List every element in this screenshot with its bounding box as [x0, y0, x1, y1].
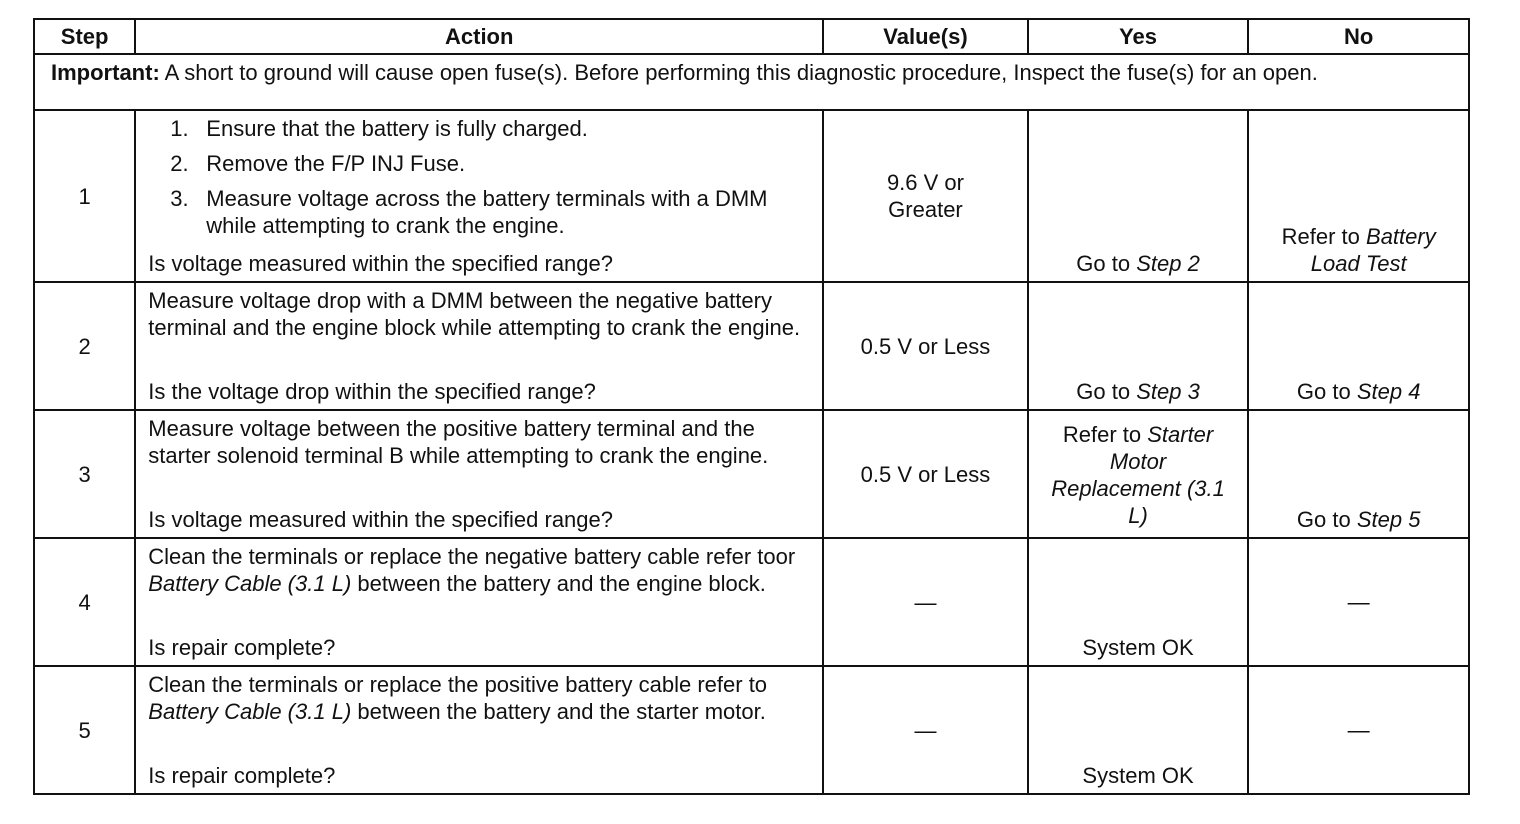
table-row — [34, 282, 1469, 410]
table-row — [34, 110, 1469, 282]
question-text: Is repair complete? — [148, 763, 336, 788]
table-row — [34, 538, 1469, 666]
no-cell — [1248, 410, 1469, 538]
action-text: Measure voltage between the positive battery terminal and the starter solenoid terminal B while attempting to crank the engine. — [148, 416, 769, 468]
yes-cell — [1028, 282, 1249, 410]
question-text: Is the voltage drop within the specified range? — [148, 379, 596, 404]
yes-result — [1029, 250, 1248, 277]
step-number: 2 — [34, 282, 135, 410]
value-text: 0.5 V or Less — [823, 282, 1028, 410]
no-cell — [1248, 282, 1469, 410]
diagnostic-table — [33, 18, 1470, 795]
action-link[interactable]: Battery Cable (3.1 L) — [148, 699, 352, 724]
important-note — [34, 54, 1469, 110]
table-row — [34, 410, 1469, 538]
question-text: Is voltage measured within the specified range? — [148, 507, 613, 532]
yes-link[interactable]: Step 2 — [1136, 251, 1200, 276]
step-number: 4 — [34, 538, 135, 666]
action-text: Measure voltage drop with a DMM between the negative battery terminal and the engine block while attempting to crank the engine. — [148, 288, 801, 340]
action-cell — [135, 666, 823, 794]
yes-link[interactable]: Starter Motor Replacement (3.1 L) — [1051, 422, 1225, 528]
value-dash: — — [823, 666, 1028, 794]
action-cell — [135, 410, 823, 538]
header-step: Step — [34, 19, 135, 54]
question-text: Is repair complete? — [148, 635, 336, 660]
action-text — [148, 543, 810, 597]
list-number: 1. — [170, 116, 189, 141]
yes-prefix: Go to — [1076, 379, 1137, 404]
yes-prefix: Refer to — [1062, 422, 1148, 447]
action-text-post: between the battery and the engine block. — [351, 571, 766, 596]
action-text-pre: Clean the terminals or replace the positive battery cable refer to — [148, 672, 768, 697]
important-row — [34, 54, 1469, 110]
no-cell — [1248, 538, 1469, 666]
no-prefix: Refer to — [1281, 224, 1367, 249]
no-dash: — — [1347, 717, 1370, 743]
list-item — [148, 185, 810, 239]
yes-prefix: Go to — [1076, 251, 1137, 276]
no-result — [1249, 506, 1468, 533]
no-result — [1249, 378, 1468, 405]
header-no: No — [1248, 19, 1469, 54]
list-item — [148, 150, 810, 177]
no-cell — [1248, 666, 1469, 794]
value-text: 9.6 V or Greater — [886, 170, 964, 222]
yes-result: System OK — [1082, 635, 1194, 660]
value-dash: — — [823, 538, 1028, 666]
action-link[interactable]: Battery Cable (3.1 L) — [148, 571, 352, 596]
action-text — [148, 671, 810, 725]
yes-cell — [1028, 110, 1249, 282]
no-prefix: Go to — [1296, 379, 1357, 404]
action-text-post: between the battery and the starter motor. — [351, 699, 766, 724]
header-yes: Yes — [1028, 19, 1249, 54]
header-action: Action — [135, 19, 823, 54]
step-number: 3 — [34, 410, 135, 538]
header-values: Value(s) — [823, 19, 1028, 54]
yes-result: System OK — [1082, 763, 1194, 788]
question-text: Is voltage measured within the specified range? — [148, 251, 613, 276]
value-cell — [823, 110, 1028, 282]
no-link[interactable]: Battery Load Test — [1310, 224, 1436, 276]
step-number: 1 — [34, 110, 135, 282]
no-link[interactable]: Step 5 — [1356, 507, 1421, 532]
yes-cell — [1028, 410, 1249, 538]
important-label: Important: — [51, 60, 160, 85]
action-cell — [135, 282, 823, 410]
yes-result — [1029, 411, 1248, 529]
list-text: Remove the F/P INJ Fuse. — [206, 151, 466, 176]
action-list — [148, 115, 810, 239]
no-result — [1249, 223, 1468, 277]
yes-link[interactable]: Step 3 — [1136, 379, 1200, 404]
header-row — [34, 19, 1469, 54]
list-text: Ensure that the battery is fully charged. — [206, 116, 588, 141]
action-cell — [135, 538, 823, 666]
no-prefix: Go to — [1296, 507, 1357, 532]
no-link[interactable]: Step 4 — [1356, 379, 1421, 404]
list-item — [148, 115, 810, 142]
yes-cell — [1028, 538, 1249, 666]
yes-cell — [1028, 666, 1249, 794]
yes-result — [1029, 378, 1248, 405]
action-cell — [135, 110, 823, 282]
list-number: 3. — [170, 186, 189, 211]
list-number: 2. — [170, 151, 189, 176]
step-number: 5 — [34, 666, 135, 794]
no-dash: — — [1347, 589, 1370, 615]
action-text-pre: Clean the terminals or replace the negative battery cable refer toor — [148, 544, 796, 569]
no-cell — [1248, 110, 1469, 282]
list-text: Measure voltage across the battery terminals with a DMM while attempting to crank the engine. — [206, 186, 768, 238]
table-row — [34, 666, 1469, 794]
value-text: 0.5 V or Less — [823, 410, 1028, 538]
important-text: A short to ground will cause open fuse(s). Before performing this diagnostic procedure, Inspect the fuse(s) for an open. — [159, 60, 1318, 85]
